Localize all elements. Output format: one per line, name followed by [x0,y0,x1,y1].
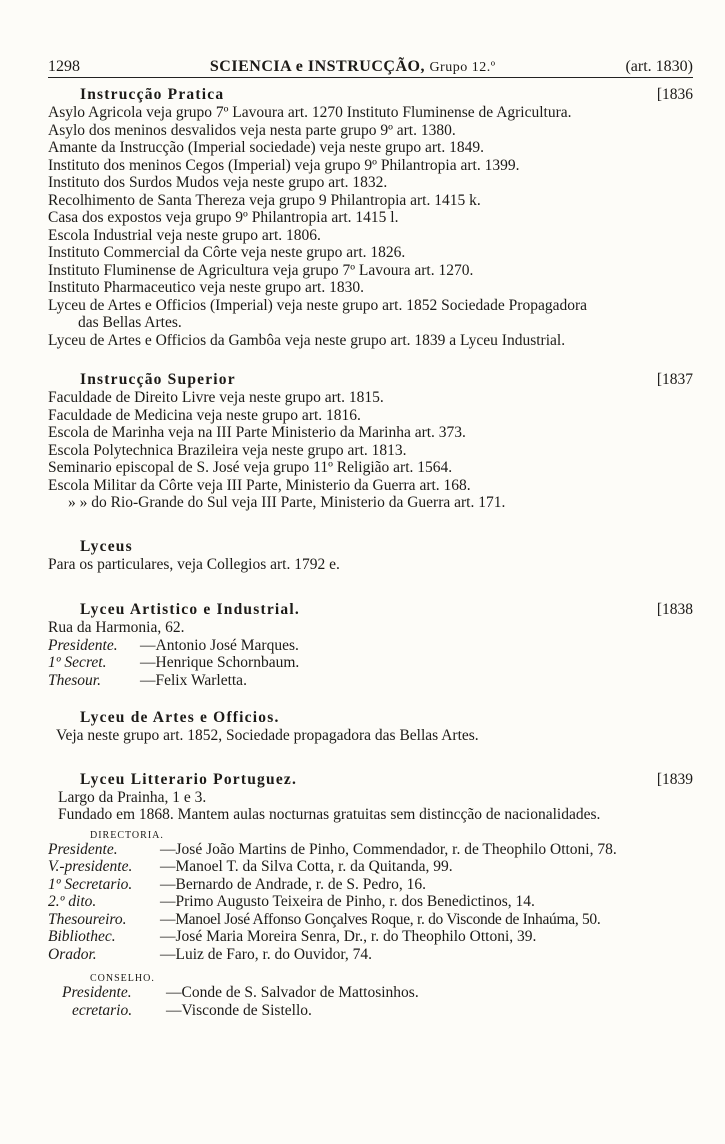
officer-row [48,858,693,876]
section-number: [1836 [656,86,693,103]
officer-name: —Visconde de Sistello. [166,1001,312,1019]
entry-line: Escola de Marinha veja na III Parte Ministerio da Marinha art. 373. [48,424,466,441]
entry-line: Instituto Fluminense de Agricultura veja grupo 7º Lavoura art. 1270. [48,261,474,279]
entry-line: Faculdade de Medicina veja neste grupo art. 1816. [48,406,361,424]
entry-line: Asylo dos meninos desvalidos veja nesta parte grupo 9º art. 1380. [48,121,456,139]
directoria-label: DIRECTORIA. [90,829,164,841]
founded-line: Fundado em 1868. Mantem aulas nocturnas gratuitas sem distincção de nacionalidades. [58,806,601,823]
section-instrucção-superior [48,371,693,389]
officer-row [48,911,693,929]
officer-name: —Conde de S. Salvador de Mattosinhos. [166,984,419,1001]
address-line: Rua da Harmonia, 62. [48,619,185,636]
officer-name: —Primo Augusto Teixeira de Pinho, r. dos Benedictinos, 14. [160,893,535,910]
officer-name: —José Maria Moreira Senra, Dr., r. do Theophilo Ottoni, 39. [160,928,537,945]
officer-name: —Luiz de Faro, r. do Ouvidor, 74. [160,945,373,963]
section-title: Lyceus [80,537,133,555]
address-line: Largo da Prainha, 1 e 3. [58,788,207,806]
officer-name: —Henrique Schornbaum. [140,654,300,671]
officer-role: 2.º dito. [48,893,97,910]
officer-name: —Manoel T. da Silva Cotta, r. da Quitanda, 99. [160,858,453,875]
officer-row [48,893,693,911]
officer-role: Presidente. [48,840,118,858]
officer-row [48,672,693,690]
entry-line: Instituto Commercial da Côrte veja neste grupo art. 1826. [48,244,406,261]
section-title: Lyceu de Artes e Officios. [80,709,280,726]
running-header [48,58,693,78]
officer-role: Thesoureiro. [48,910,127,928]
officer-role: 1º Secretario. [48,875,133,893]
officer-name: —Bernardo de Andrade, r. de S. Pedro, 16. [160,875,427,893]
section-lyceu-artes-officios [48,709,693,727]
section-instrucção-pratica [48,86,693,104]
section-lyceu-litterario [48,771,693,789]
header-article: (art. 1830) [625,58,693,75]
entry-line: Escola Polytechnica Brazileira veja neste grupo art. 1813. [48,441,407,459]
officer-row [48,654,693,672]
officer-row [48,1002,693,1020]
entry-line: Recolhimento de Santa Thereza veja grupo 9 Philantropia art. 1415 k. [48,191,481,209]
section-number: [1839 [656,770,693,788]
officer-name: —Manoel José Affonso Gonçalves Roque, r. do Visconde de Inhaúma, 50. [160,910,601,928]
section-lyceu-artistico [48,601,693,619]
entry-line: Asylo Agricola veja grupo 7º Lavoura art. 1270 Instituto Fluminense de Agricultura. [48,104,572,121]
entry-line: Faculdade de Direito Livre veja neste grupo art. 1815. [48,389,384,406]
officer-role: Bibliothec. [48,928,116,945]
entry-line: Lyceu de Artes e Officios (Imperial) veja neste grupo art. 1852 Sociedade Propagadora [48,296,588,314]
entry-line: Lyceu de Artes e Officios da Gambôa veja neste grupo art. 1839 a Lyceu Industrial. [48,331,566,349]
officer-name: —José João Martins de Pinho, Commendador, r. de Theophilo Ottoni, 78. [160,840,617,858]
officer-row [48,876,693,894]
section-number: [1837 [656,371,693,388]
header-group: Grupo 12.º [429,60,496,75]
entry-line: » » do Rio-Grande do Sul veja III Parte, Ministerio da Guerra art. 171. [68,494,506,511]
entry-line: Amante da Instrucção (Imperial sociedade) veja neste grupo art. 1849. [48,139,484,156]
section-number: [1838 [656,601,693,618]
entry-line: Escola Industrial veja neste grupo art. 1806. [48,226,321,244]
page-number: 1298 [48,58,80,75]
section-title: Lyceu Litterario Portuguez. [80,770,298,788]
header-title-text: SCIENCIA e INSTRUCÇÃO, [209,58,425,75]
officer-role: V.-presidente. [48,858,133,875]
officer-row [48,946,693,964]
officer-role: Presidente. [62,984,132,1001]
section-title: Lyceu Artistico e Industrial. [80,601,300,618]
officer-row [48,928,693,946]
entry-line: Instituto dos meninos Cegos (Imperial) veja grupo 9º Philantropia art. 1399. [48,156,520,174]
officer-row [48,637,693,655]
officer-role: Presidente. [48,636,118,654]
officer-role: Thesour. [48,671,101,689]
officer-row [48,841,693,859]
entry-line: das Bellas Artes. [78,314,182,331]
section-lines [48,104,693,349]
section-lines [48,389,693,512]
entry-line: Casa dos expostos veja grupo 9º Philantropia art. 1415 l. [48,209,399,226]
officer-name: —Antonio José Marques. [140,636,299,654]
entry-line: Para os particulares, veja Collegios art. 1792 e. [48,555,340,573]
entry-line: Veja neste grupo art. 1852, Sociedade propagadora das Bellas Artes. [56,727,479,744]
officer-role: Orador. [48,945,97,963]
officer-row [48,984,693,1002]
section-title: Instrucção Superior [80,371,236,388]
officer-role: 1º Secret. [48,654,107,671]
entry-line: Instituto Pharmaceutico veja neste grupo art. 1830. [48,279,364,296]
page [48,58,693,1019]
entry-line: Instituto dos Surdos Mudos veja neste grupo art. 1832. [48,174,388,191]
section-title: Instrucção Pratica [80,86,225,103]
section-lyceus [48,538,693,556]
header-title [210,58,496,76]
officer-name: —Felix Warletta. [140,671,247,689]
entry-line: Escola Militar da Côrte veja III Parte, Ministerio da Guerra art. 168. [48,476,471,494]
officer-role: ecretario. [72,1001,133,1019]
entry-line: Seminario episcopal de S. José veja grupo 11º Religião art. 1564. [48,459,453,476]
conselho-label: CONSELHO. [90,973,155,984]
